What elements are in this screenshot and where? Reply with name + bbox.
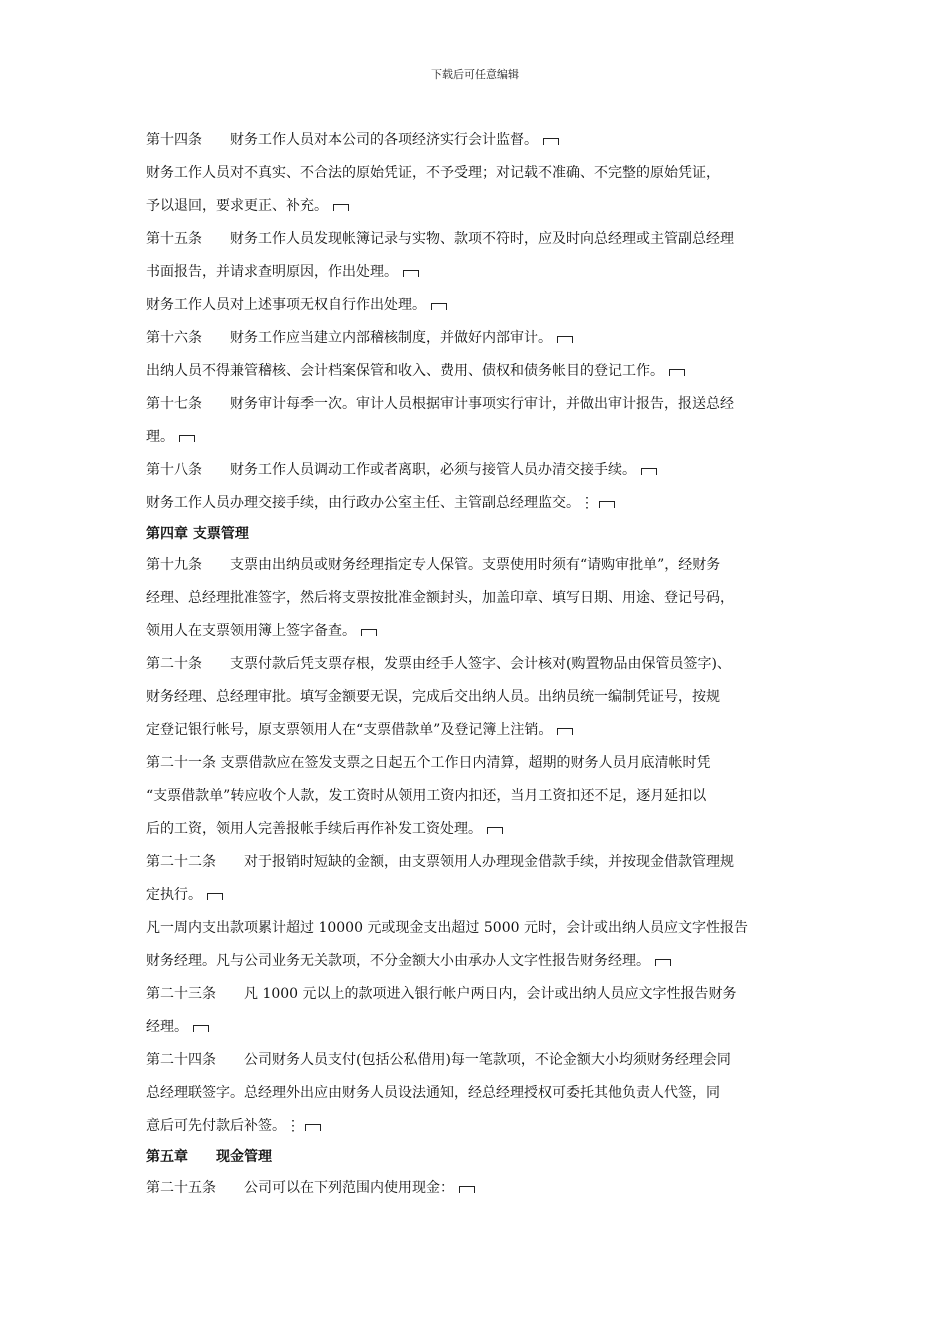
paragraph-line [146, 1110, 808, 1143]
paragraph-line [146, 648, 808, 681]
paragraph-line [146, 124, 808, 157]
line-text: 第二十四条 公司财务人员支付(包括公私借用)每一笔款项，不论金额大小均须财务经理会同 [146, 1052, 731, 1068]
line-text: 意后可先付款后补签。⋮ [146, 1118, 300, 1134]
line-text: 后的工资，领用人完善报帐手续后再作补发工资处理。 [146, 821, 482, 837]
line-text: 第二十三条 凡 1000 元以上的款项进入银行帐户两日内，会计或出纳人员应文字性报告财务 [146, 986, 737, 1002]
line-text: 第二十五条 公司可以在下列范围内使用现金： [146, 1180, 454, 1196]
chapter-heading [146, 520, 808, 549]
line-text: 第十四条 财务工作人员对本公司的各项经济实行会计监督。 [146, 132, 538, 148]
line-text: 财务经理。凡与公司业务无关款项，不分金额大小由承办人文字性报告财务经理。 [146, 953, 650, 969]
paragraph-line [146, 223, 808, 256]
paragraph-line [146, 813, 808, 846]
paragraph-line [146, 388, 808, 421]
paragraph-line [146, 157, 808, 190]
paragraph-line [146, 879, 808, 912]
paragraph-line [146, 1172, 808, 1205]
paragraph-line [146, 289, 808, 322]
paragraph-mark-icon [207, 893, 223, 900]
paragraph-line [146, 1011, 808, 1044]
paragraph-mark-icon [179, 435, 195, 442]
paragraph-line [146, 681, 808, 714]
paragraph-line [146, 747, 808, 780]
line-text: 财务经理、总经理审批。填写金额要无误，完成后交出纳人员。出纳员统一编制凭证号，按规 [146, 689, 720, 705]
paragraph-mark-icon [557, 728, 573, 735]
paragraph-line [146, 421, 808, 454]
line-text: 第十九条 支票由出纳员或财务经理指定专人保管。支票使用时须有“请购审批单”，经财务 [146, 557, 721, 573]
line-text: 第二十二条 对于报销时短缺的金额，由支票领用人办理现金借款手续，并按现金借款管理规 [146, 854, 734, 870]
paragraph-line [146, 487, 808, 520]
paragraph-mark-icon [333, 204, 349, 211]
paragraph-line [146, 945, 808, 978]
paragraph-mark-icon [487, 827, 503, 834]
paragraph-line [146, 714, 808, 747]
paragraph-mark-icon [431, 303, 447, 310]
line-text: 第二十条 支票付款后凭支票存根，发票由经手人签字、会计核对(购置物品由保管员签字)、 [146, 656, 731, 672]
line-text: 第十八条 财务工作人员调动工作或者离职，必须与接管人员办清交接手续。 [146, 462, 636, 478]
line-text: 财务工作人员办理交接手续，由行政办公室主任、主管副总经理监交。⋮ [146, 495, 594, 511]
paragraph-mark-icon [305, 1124, 321, 1131]
document-body [146, 124, 808, 1205]
line-text: “支票借款单”转应收个人款，发工资时从领用工资内扣还，当月工资扣还不足，逐月延扣以 [146, 788, 707, 804]
line-text: 予以退回，要求更正、补充。 [146, 198, 328, 214]
paragraph-line [146, 978, 808, 1011]
paragraph-line [146, 582, 808, 615]
paragraph-line [146, 615, 808, 648]
paragraph-line [146, 322, 808, 355]
paragraph-line [146, 190, 808, 223]
paragraph-line [146, 549, 808, 582]
page-header: 下载后可任意编辑 [431, 68, 519, 81]
paragraph-mark-icon [403, 270, 419, 277]
line-text: 经理、总经理批准签字，然后将支票按批准金额封头，加盖印章、填写日期、用途、登记号码， [146, 590, 734, 606]
paragraph-line [146, 846, 808, 879]
line-text: 财务工作人员对不真实、不合法的原始凭证，不予受理；对记载不准确、不完整的原始凭证， [146, 165, 720, 181]
paragraph-line [146, 256, 808, 289]
paragraph-mark-icon [599, 501, 615, 508]
paragraph-mark-icon [193, 1025, 209, 1032]
line-text: 第十七条 财务审计每季一次。审计人员根据审计事项实行审计，并做出审计报告，报送总经 [146, 396, 734, 412]
line-text: 第十五条 财务工作人员发现帐簿记录与实物、款项不符时，应及时向总经理或主管副总经理 [146, 231, 734, 247]
paragraph-mark-icon [557, 336, 573, 343]
line-text: 凡一周内支出款项累计超过 10000 元或现金支出超过 5000 元时，会计或出纳人员应文字性报告 [146, 920, 748, 936]
paragraph-mark-icon [543, 138, 559, 145]
line-text: 第十六条 财务工作应当建立内部稽核制度，并做好内部审计。 [146, 330, 552, 346]
chapter-heading [146, 1143, 808, 1172]
line-text: 总经理联签字。总经理外出应由财务人员设法通知，经总经理授权可委托其他负责人代签，同 [146, 1085, 720, 1101]
line-text: 第四章 支票管理 [146, 526, 249, 542]
paragraph-line [146, 454, 808, 487]
paragraph-mark-icon [655, 959, 671, 966]
line-text: 财务工作人员对上述事项无权自行作出处理。 [146, 297, 426, 313]
line-text: 第五章 现金管理 [146, 1149, 272, 1165]
paragraph-line [146, 1077, 808, 1110]
paragraph-mark-icon [641, 468, 657, 475]
line-text: 领用人在支票领用簿上签字备查。 [146, 623, 356, 639]
paragraph-mark-icon [669, 369, 685, 376]
line-text: 出纳人员不得兼管稽核、会计档案保管和收入、费用、债权和债务帐目的登记工作。 [146, 363, 664, 379]
line-text: 定登记银行帐号，原支票领用人在“支票借款单”及登记簿上注销。 [146, 722, 553, 738]
paragraph-line [146, 912, 808, 945]
line-text: 理。 [146, 429, 174, 445]
paragraph-line [146, 1044, 808, 1077]
line-text: 第二十一条 支票借款应在签发支票之日起五个工作日内清算，超期的财务人员月底清帐时凭 [146, 755, 711, 771]
line-text: 书面报告，并请求查明原因，作出处理。 [146, 264, 398, 280]
line-text: 定执行。 [146, 887, 202, 903]
paragraph-line [146, 355, 808, 388]
line-text: 经理。 [146, 1019, 188, 1035]
paragraph-mark-icon [459, 1186, 475, 1193]
paragraph-mark-icon [361, 629, 377, 636]
paragraph-line [146, 780, 808, 813]
